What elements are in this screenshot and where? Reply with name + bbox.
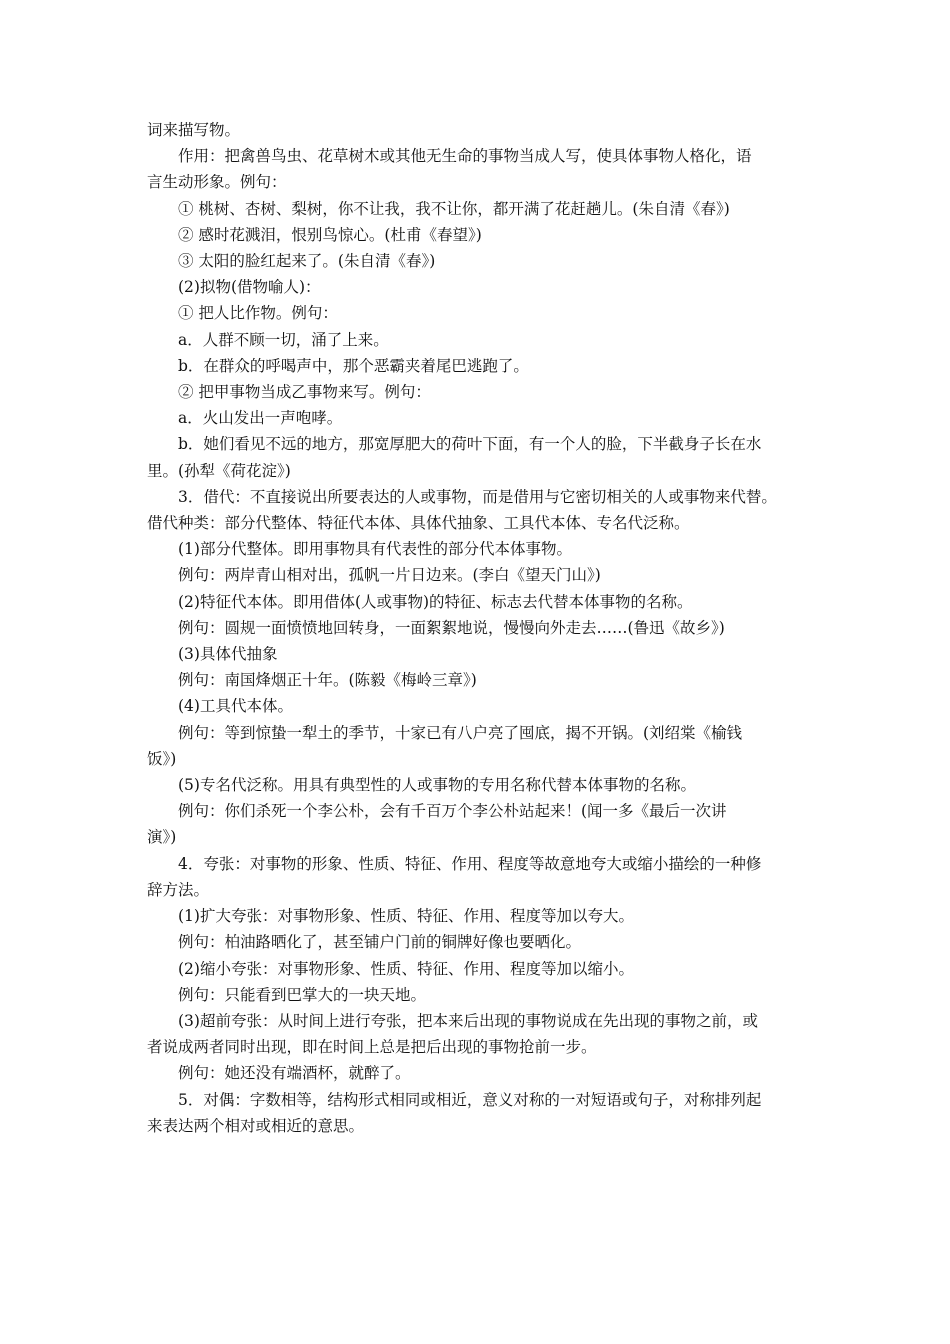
document-body [147, 117, 827, 1139]
text-line: (4)工具代本体。 [178, 697, 293, 716]
text-line: 言生动形象。例句： [147, 173, 287, 192]
text-line: 5．对偶：字数相等，结构形式相同或相近，意义对称的一对短语或句子，对称排列起 [178, 1090, 762, 1109]
text-line: 例句：你们杀死一个李公朴，会有千百万个李公朴站起来！(闻一多《最后一次讲 [178, 802, 727, 821]
text-line: 例句：她还没有端酒杯，就醉了。 [178, 1064, 411, 1083]
text-line: 词来描写物。 [147, 121, 241, 139]
text-line: 例句：南国烽烟正十年。(陈毅《梅岭三章》) [178, 671, 477, 690]
text-line: ② 把甲事物当成乙事物来写。例句： [178, 383, 431, 402]
text-line: 里。(孙犁《荷花淀》) [147, 461, 291, 480]
text-line: (3)具体代抽象 [178, 645, 278, 664]
text-line: 4．夸张：对事物的形象、性质、特征、作用、程度等故意地夸大或缩小描绘的一种修 [178, 854, 762, 873]
text-line: (2)拟物(借物喻人)： [178, 278, 321, 297]
text-line: ① 把人比作物。例句： [178, 304, 338, 323]
text-line: (2)特征代本体。即用借体(人或事物)的特征、标志去代替本体事物的名称。 [178, 592, 693, 611]
text-line: 作用：把禽兽鸟虫、花草树木或其他无生命的事物当成人写，使具体事物人格化，语 [178, 147, 752, 166]
text-line: 例句：只能看到巴掌大的一块天地。 [178, 985, 427, 1004]
text-line: 例句：两岸青山相对出，孤帆一片日边来。(李白《望天门山》) [178, 566, 601, 585]
text-line: (1)扩大夸张：对事物形象、性质、特征、作用、程度等加以夸大。 [178, 907, 634, 926]
text-line: 者说成两者同时出现，即在时间上总是把后出现的事物抢前一步。 [147, 1038, 597, 1057]
text-line: ② 感时花溅泪，恨别鸟惊心。(杜甫《春望》) [178, 225, 482, 244]
text-line: (5)专名代泛称。用具有典型性的人或事物的专用名称代替本体事物的名称。 [178, 776, 696, 795]
text-line: 饭》) [147, 749, 177, 768]
text-line: 借代种类：部分代整体、特征代本体、具体代抽象、工具代本体、专名代泛称。 [147, 514, 690, 533]
text-line: ① 桃树、杏树、梨树，你不让我，我不让你，都开满了花赶趟儿。(朱自清《春》) [178, 199, 730, 218]
text-line: a．人群不顾一切，涌了上来。 [178, 330, 389, 349]
text-line: 例句：柏油路晒化了，甚至铺户门前的铜牌好像也要晒化。 [178, 933, 582, 952]
text-line: 3．借代：不直接说出所要表达的人或事物，而是借用与它密切相关的人或事物来代替。 [178, 487, 777, 506]
text-line: ③ 太阳的脸红起来了。(朱自清《春》) [178, 252, 436, 271]
text-line: 辞方法。 [147, 880, 210, 899]
text-line: 来表达两个相对或相近的意思。 [147, 1116, 365, 1135]
text-line: 例句：等到惊蛰一犁土的季节，十家已有八户亮了囤底，揭不开锅。(刘绍棠《榆钱 [178, 723, 743, 742]
text-line: 例句：圆规一面愤愤地回转身，一面絮絮地说，慢慢向外走去……(鲁迅《故乡》) [178, 618, 725, 637]
text-line: (2)缩小夸张：对事物形象、性质、特征、作用、程度等加以缩小。 [178, 959, 634, 978]
text-line: (1)部分代整体。即用事物具有代表性的部分代本体事物。 [178, 540, 572, 559]
text-line: 演》) [147, 828, 177, 847]
text-line: (3)超前夸张：从时间上进行夸张，把本来后出现的事物说成在先出现的事物之前，或 [178, 1011, 758, 1030]
text-line: a．火山发出一声咆哮。 [178, 409, 343, 428]
text-line: b．在群众的呼喝声中，那个恶霸夹着尾巴逃跑了。 [178, 356, 529, 375]
text-line: b．她们看见不远的地方，那宽厚肥大的荷叶下面，有一个人的脸，下半截身子长在水 [178, 435, 762, 454]
